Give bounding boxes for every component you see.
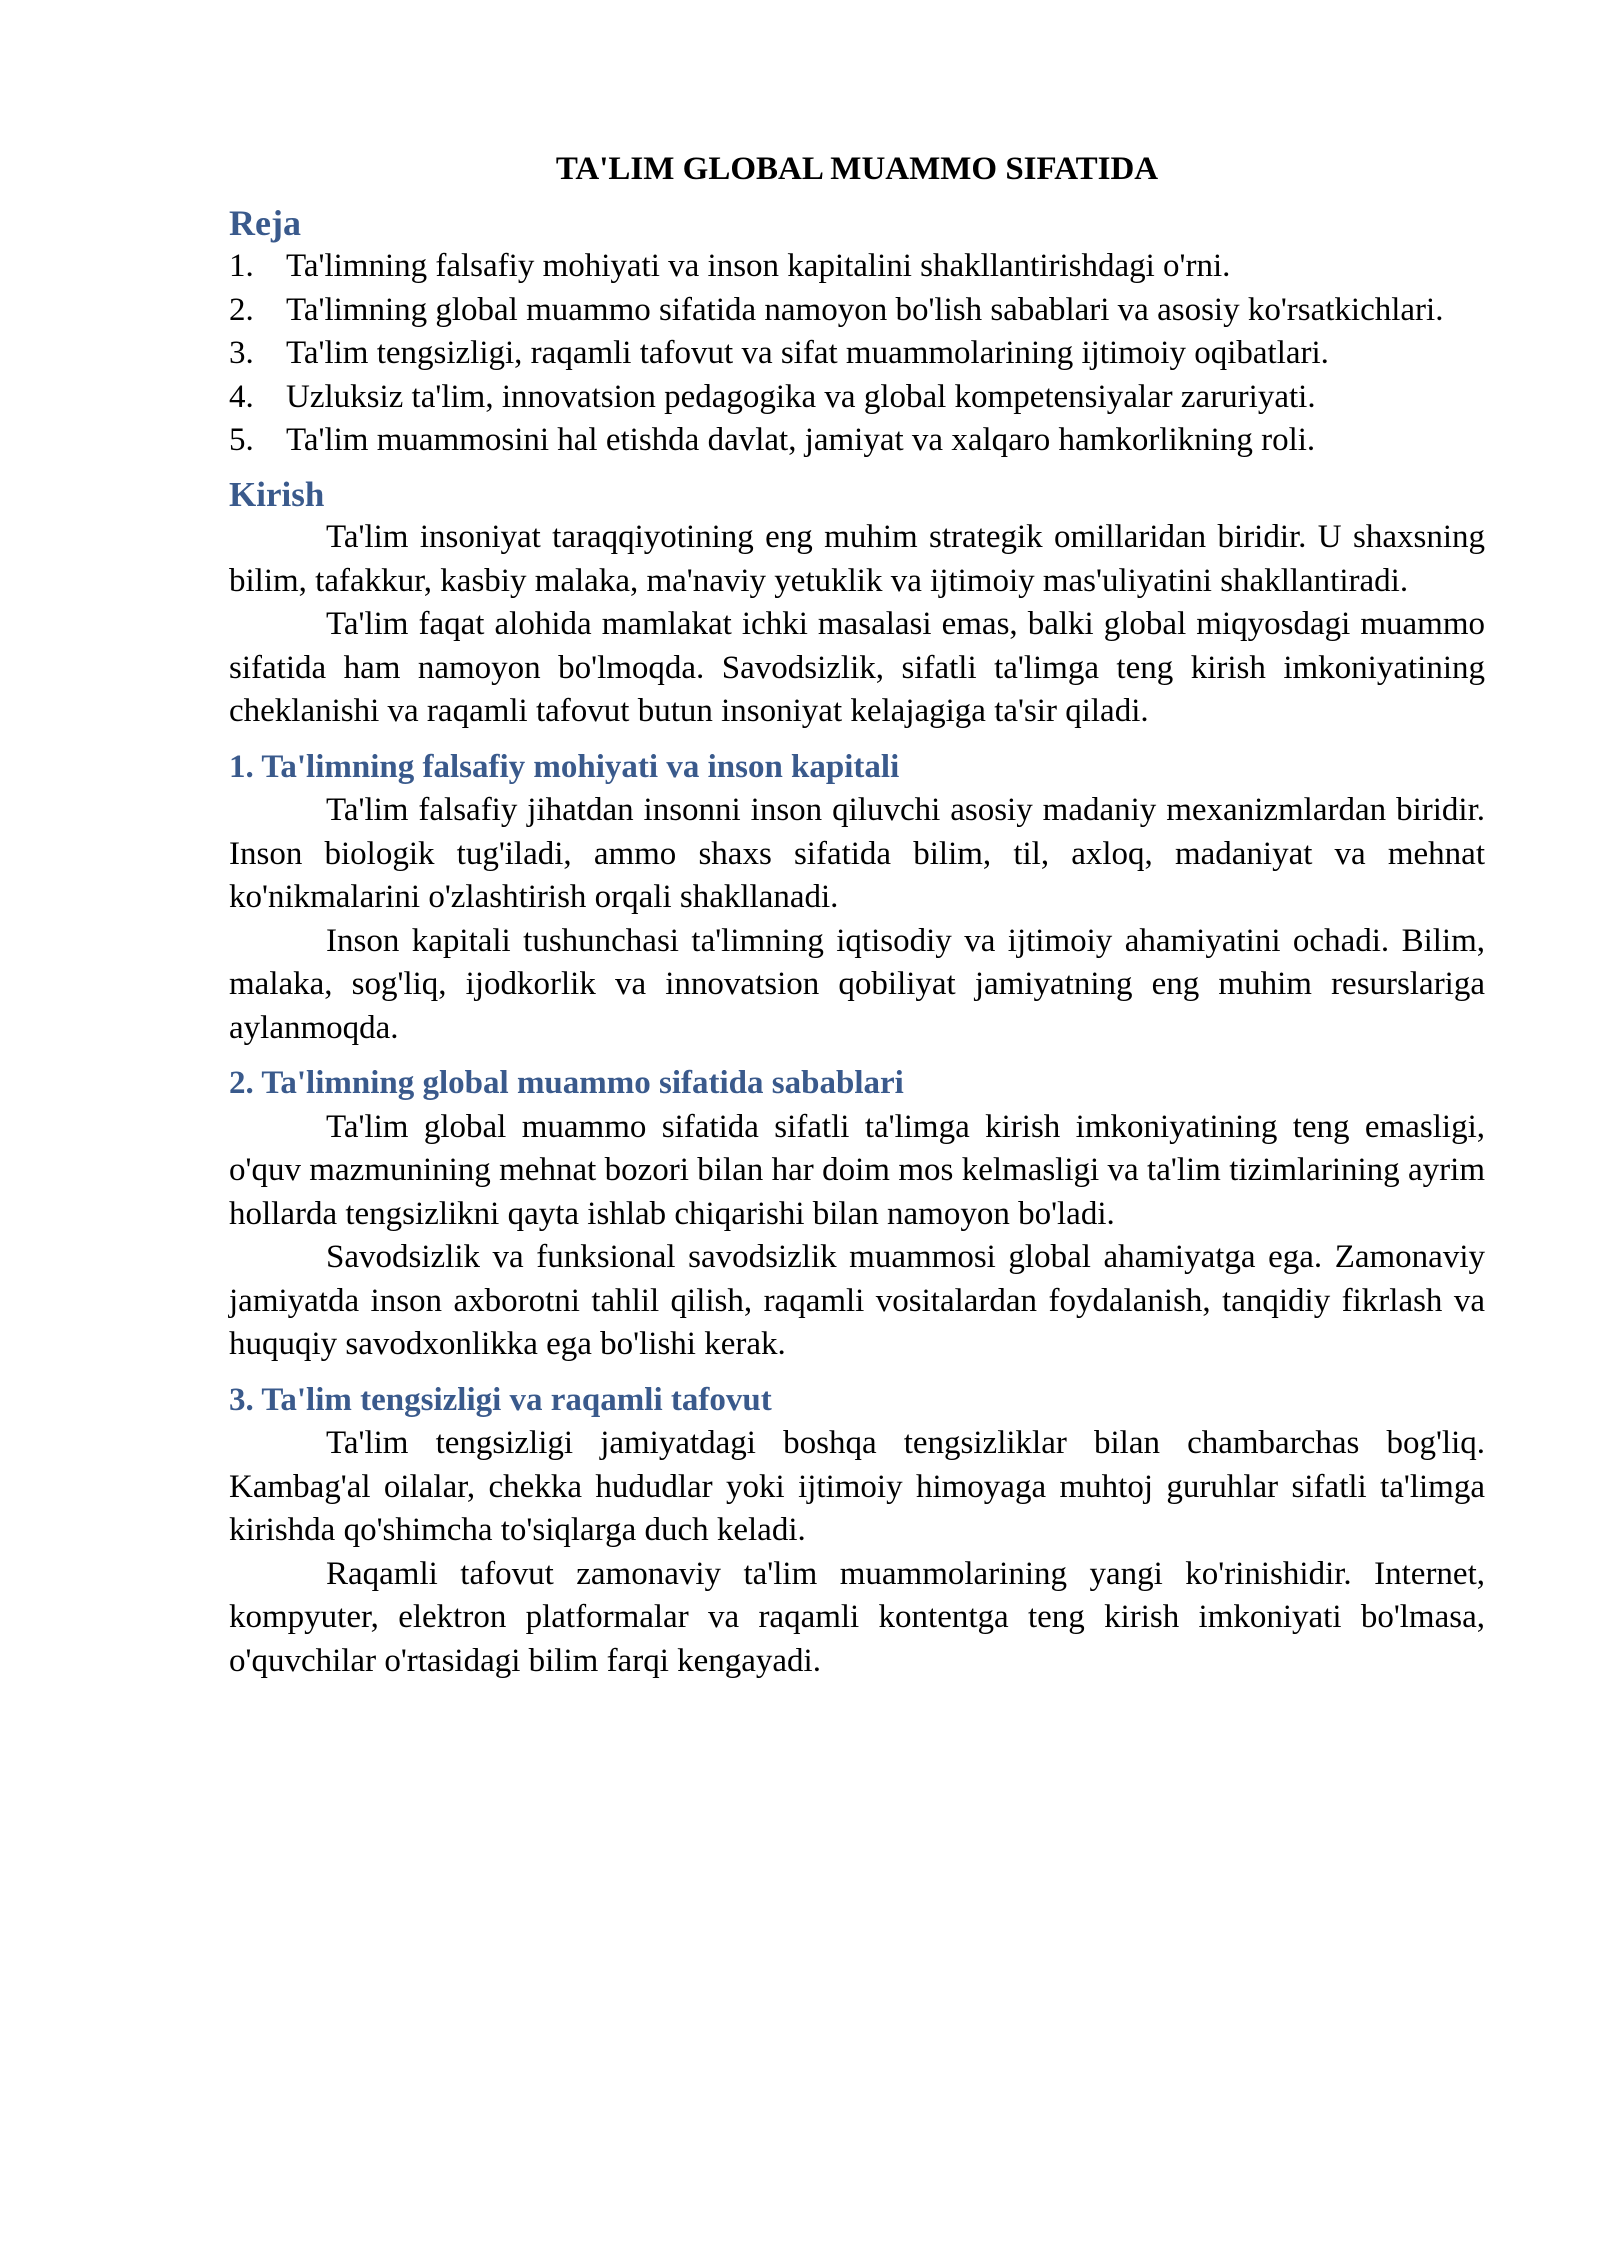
plan-item-number: 3. bbox=[229, 335, 254, 371]
intro-paragraph: Ta'lim insoniyat taraqqiyotining eng muhim strategik omillaridan biridir. U shaxsning bilim, tafakkur, kasbiy malaka, ma'naviy yetuklik va ijtimoiy mas'uliyatini shakllantiradi. bbox=[229, 519, 1485, 599]
plan-item-text: Ta'lim tengsizligi, raqamli tafovut va sifat muammolarining ijtimoiy oqibatlari. bbox=[286, 335, 1329, 371]
section-1-heading: 1. Ta'limning falsafiy mohiyati va inson kapitali bbox=[229, 748, 900, 785]
intro-paragraph: Ta'lim faqat alohida mamlakat ichki masalasi emas, balki global miqyosdagi muammo sifatida ham namoyon bo'lmoqda. Savodsizlik, sifatli ta'limga teng kirish imkoniyatining cheklanishi va raqamli tafovut butun insoniyat kelajagiga ta'sir qiladi. bbox=[229, 606, 1485, 729]
plan-heading: Reja bbox=[229, 202, 301, 243]
plan-list bbox=[229, 245, 1485, 463]
plan-item-number: 2. bbox=[229, 291, 254, 328]
section-1-paragraph: Ta'lim falsafiy jihatdan insonni inson qiluvchi asosiy madaniy mexanizmlardan biridir. Inson biologik tug'iladi, ammo shaxs sifatida bilim, til, axloq, madaniyat va mehnat ko'nikmalarini o'zlashtirish orqali shakllanadi. bbox=[229, 792, 1485, 915]
plan-item bbox=[229, 419, 1485, 463]
plan-item-text: Ta'limning falsafiy mohiyati va inson kapitalini shakllantirishdagi o'rni. bbox=[286, 248, 1231, 284]
plan-item-text: Ta'lim muammosini hal etishda davlat, jamiyat va xalqaro hamkorlikning roli. bbox=[286, 422, 1316, 458]
plan-item bbox=[229, 376, 1485, 420]
plan-item-number: 5. bbox=[229, 422, 254, 458]
section-2-heading: 2. Ta'limning global muammo sifatida sabablari bbox=[229, 1065, 904, 1101]
section-3-paragraph: Raqamli tafovut zamonaviy ta'lim muammolarining yangi ko'rinishidir. Internet, kompyuter, elektron platformalar va raqamli kontentga teng kirish imkoniyati bo'lmasa, o'quvchilar o'rtasidagi bilim farqi kengayadi. bbox=[229, 1555, 1485, 1679]
intro-heading: Kirish bbox=[229, 474, 325, 514]
plan-item-text: Ta'limning global muammo sifatida namoyon bo'lish sabablari va asosiy ko'rsatkichlari. bbox=[286, 291, 1444, 328]
section-2-paragraph: Savodsizlik va funksional savodsizlik muammosi global ahamiyatga ega. Zamonaviy jamiyatda inson axborotni tahlil qilish, raqamli vositalardan foydalanish, tanqidiy fikrlash va huquqiy savodxonlikka ega bo'lishi kerak. bbox=[229, 1239, 1485, 1362]
document-page bbox=[229, 148, 1485, 1683]
plan-item-number: 1. bbox=[229, 248, 254, 284]
plan-item bbox=[229, 245, 1485, 289]
section-3-paragraph: Ta'lim tengsizligi jamiyatdagi boshqa tengsizliklar bilan chambarchas bog'liq. Kambag'al oilalar, chekka hududlar yoki ijtimoiy himoyaga muhtoj guruhlar sifatli ta'limga kirishda qo'shimcha to'siqlarga duch keladi. bbox=[229, 1425, 1485, 1548]
document-title: TA'LIM GLOBAL MUAMMO SIFATIDA bbox=[555, 151, 1159, 187]
section-2-paragraph: Ta'lim global muammo sifatida sifatli ta'limga kirish imkoniyatining teng emasligi, o'quv mazmunining mehnat bozori bilan har doim mos kelmasligi va ta'lim tizimlarining ayrim hollarda tengsizlikni qayta ishlab chiqarishi bilan namoyon bo'ladi. bbox=[229, 1108, 1485, 1232]
plan-item bbox=[229, 289, 1485, 333]
plan-item-text: Uzluksiz ta'lim, innovatsion pedagogika va global kompetensiyalar zaruriyati. bbox=[286, 378, 1316, 415]
section-3-heading: 3. Ta'lim tengsizligi va raqamli tafovut bbox=[229, 1381, 772, 1418]
section-1-paragraph: Inson kapitali tushunchasi ta'limning iqtisodiy va ijtimoiy ahamiyatini ochadi. Bilim, malaka, sog'liq, ijodkorlik va innovatsion qobiliyat jamiyatning eng muhim resurslariga aylanmoqda. bbox=[229, 922, 1485, 1046]
plan-item bbox=[229, 332, 1485, 376]
plan-item-number: 4. bbox=[229, 378, 254, 415]
